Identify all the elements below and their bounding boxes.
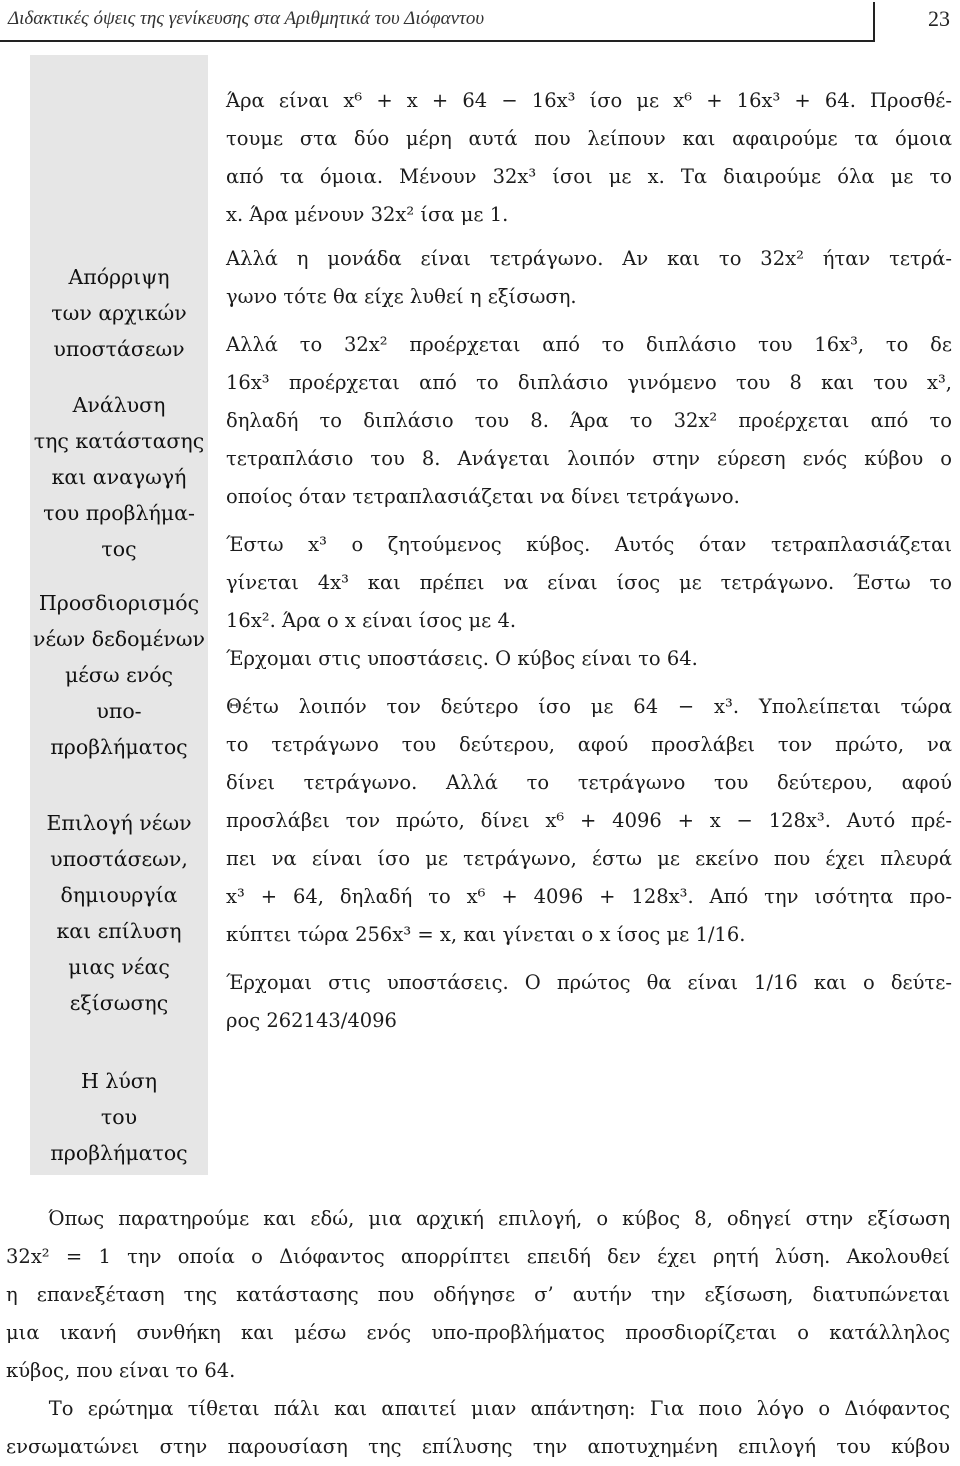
margin-note-line: μέσω ενός [64,663,174,687]
text-line: ενσωματώνει στην παρουσίαση της επίλυσης την αποτυχημένη επιλογή του κύβου [6,1435,950,1458]
text-line: γίνεται 4x³ και πρέπει να είναι ίσος με τετράγωνο. Έστω το [226,571,952,594]
text-line: x. Άρα μένουν 32x² ίσα με 1. [226,203,509,226]
margin-note-rejection [30,259,208,367]
margin-note-analysis [30,387,208,567]
text-line: δίνει τετράγωνο. Αλλά το τετράγωνο του δεύτερου, αφού [226,771,952,794]
text-line: οποίος όταν τετραπλασιάζεται να δίνει τετράγωνο. [226,485,740,508]
margin-note-line: υποστάσεων [53,337,185,361]
margin-note-line: προβλήματος [50,1141,188,1165]
margin-note-line: εξίσωσης [69,991,169,1015]
paragraph [6,1390,950,1466]
text-line: 32x² = 1 την οποία ο Διόφαντος απορρίπτει επειδή δεν έχει ρητή λύση. Ακολουθεί [6,1245,950,1268]
paragraph [226,326,952,516]
header-horizontal-rule [0,40,875,42]
margin-note-line: του προβλήμα- [43,501,195,525]
text-line: κύπτει τώρα 256x³ = x, και γίνεται ο x ίσος με 1/16. [226,923,746,946]
margin-note-line: του [100,1105,138,1129]
margin-note-line: τος [101,537,137,561]
text-line: Έρχομαι στις υποστάσεις. Ο κύβος είναι το 64. [226,647,698,670]
text-line: μια ικανή συνθήκη και μέσω ενός υπο-προβλήματος προσδιορίζεται ο κατάλληλος [6,1321,950,1344]
text-line: πει να είναι ίσο με τετράγωνο, έστω με εκείνο που έχει πλευρά [226,847,952,870]
paragraph [226,688,952,954]
text-line: προσλάβει τον πρώτο, δίνει x⁶ + 4096 + x − 128x³. Αυτό πρέ- [226,809,952,832]
margin-note-determination [30,585,208,765]
margin-note-line: Ανάλυση [72,393,166,417]
text-line: η επανεξέταση της κατάστασης που οδήγησε σ’ αυτήν την εξίσωση, διατυπώνεται [6,1283,950,1306]
text-line: Αλλά η μονάδα είναι τετράγωνο. Αν και το 32x² ήταν τετρά- [226,247,952,270]
text-line: 16x². Άρα ο x είναι ίσος με 4. [226,609,517,632]
page-number: 23 [928,6,950,31]
main-text-column [226,82,952,1040]
paragraph [226,82,952,234]
margin-note-line: και επίλυση [56,919,182,943]
text-line: Αλλά το 32x² προέρχεται από το διπλάσιο του 16x³, το δε [226,333,952,356]
text-line: από τα όμοια. Μένουν 32x³ ίσοι με x. Τα διαιρούμε όλα με το [226,165,952,188]
margin-note-line: υπο- [96,699,142,723]
text-line: Θέτω λοιπόν τον δεύτερο ίσο με 64 − x³. Υπολείπεται τώρα [226,695,952,718]
margin-note-line: των αρχικών [51,301,187,325]
margin-note-solution [30,1063,208,1171]
text-line: Το ερώτημα τίθεται πάλι και απαιτεί μιαν απάντηση: Για ποιο λόγο ο Διόφαντος [6,1397,950,1420]
text-line: 16x³ προέρχεται από το διπλάσιο γινόμενο του 8 και του x³, [226,371,952,394]
body-text-below-table [6,1200,950,1466]
text-line: Άρα είναι x⁶ + x + 64 − 16x³ ίσο με x⁶ + 16x³ + 64. Προσθέ- [226,89,952,112]
text-line: δηλαδή το διπλάσιο του 8. Άρα το 32x² προέρχεται από το [226,409,952,432]
header-vertical-rule [873,2,875,40]
margin-note-line: υποστάσεων, [50,847,188,871]
margin-note-line: Η λύση [80,1069,158,1093]
text-line: Όπως παρατηρούμε και εδώ, μια αρχική επιλογή, ο κύβος 8, οδηγεί στην εξίσωση [6,1207,950,1230]
paragraph [226,964,952,1040]
text-line: κύβος, που είναι το 64. [6,1359,236,1382]
margin-note-line: νέων δεδομένων [32,627,205,651]
text-line: ρος 262143/4096 [226,1009,397,1032]
text-line: Έστω x³ ο ζητούμενος κύβος. Αυτός όταν τετραπλασιάζεται [226,533,952,556]
paragraph [6,1200,950,1390]
margin-note-line: προβλήματος [50,735,188,759]
paragraph [226,240,952,316]
margin-note-line: και αναγωγή [51,465,187,489]
text-line: x³ + 64, δηλαδή το x⁶ + 4096 + 128x³. Από την ισότητα προ- [226,885,952,908]
text-line: τουμε στα δύο μέρη αυτά που λείπουν και αφαιρούμε τα όμοια [226,127,952,150]
margin-note-line: της κατάστασης [33,429,205,453]
text-line: το τετράγωνο του δεύτερου, αφού προσλάβει τον πρώτο, να [226,733,952,756]
margin-note-line: Απόρριψη [68,265,170,289]
running-header-title: Διδακτικές όψεις της γενίκευσης στα Αριθμητικά του Διόφαντου [8,8,485,29]
margin-note-line: Επιλογή νέων [46,811,192,835]
paragraph [226,526,952,678]
text-line: τετραπλάσιο του 8. Ανάγεται λοιπόν στην εύρεση ενός κύβου ο [226,447,952,470]
margin-note-line: μιας νέας [68,955,170,979]
margin-note-line: δημιουργία [60,883,178,907]
text-line: Έρχομαι στις υποστάσεις. Ο πρώτος θα είναι 1/16 και ο δεύτε- [226,971,952,994]
margin-note-new-hypotheses [30,805,208,1021]
margin-note-line: Προσδιορισμός [38,591,200,615]
text-line: γωνο τότε θα είχε λυθεί η εξίσωση. [226,285,577,308]
